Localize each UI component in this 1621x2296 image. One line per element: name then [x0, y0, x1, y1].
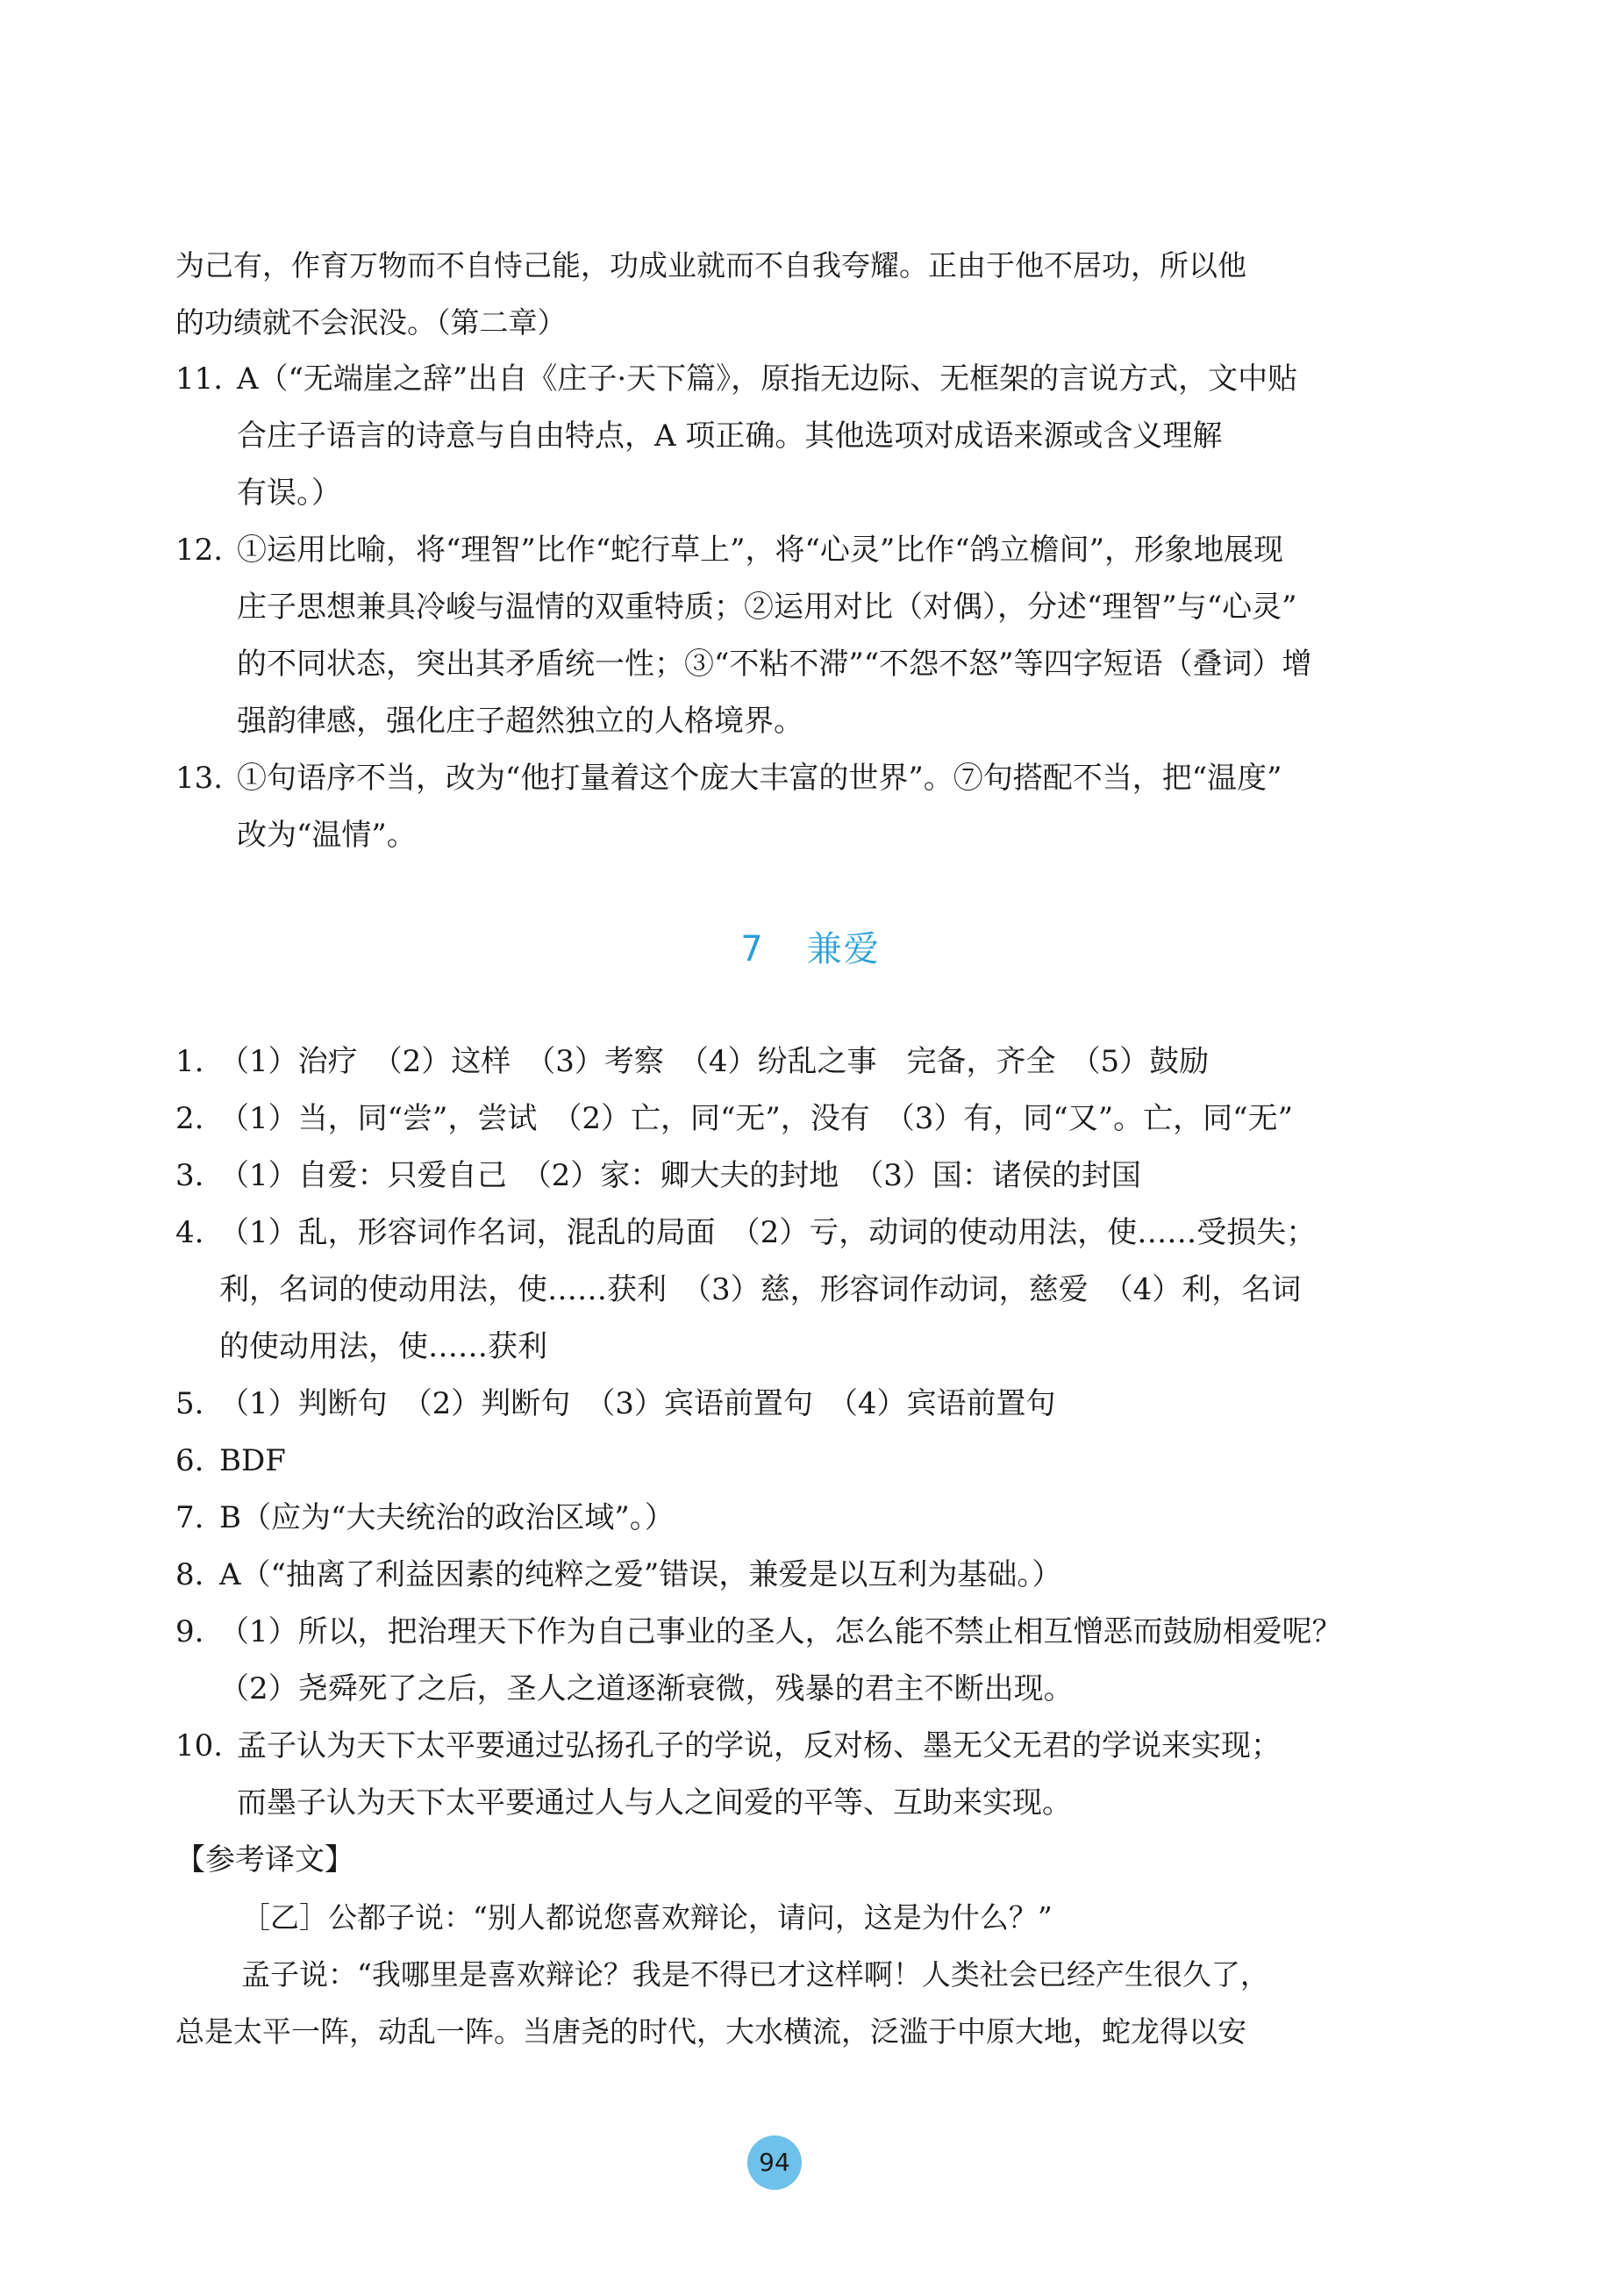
answer-number: 2. — [175, 1101, 204, 1136]
answer-number: 11. — [175, 361, 224, 397]
answer-number: 7. — [175, 1500, 204, 1535]
answer-item-3 — [175, 1148, 1386, 1205]
answer-text: （2）尧舜死了之后，圣人之道逐渐衰微，残暴的君主不断出现。 — [219, 1671, 1074, 1706]
section-title — [0, 921, 1621, 971]
answer-text: BDF — [219, 1443, 286, 1478]
answer-item-8 — [175, 1547, 1386, 1604]
text-line: 为己有，作育万物而不自恃己能，功成业就而不自我夸耀。正由于他不居功，所以他 — [175, 248, 1246, 283]
answer-text: B（应为“大夫统治的政治区域”。） — [219, 1500, 675, 1535]
answer-item-5 — [175, 1376, 1386, 1433]
answer-text: ①运用比喻，将“理智”比作“蛇行草上”，将“心灵”比作“鸽立檐间”，形象地展现 — [237, 533, 1284, 568]
answer-text: 庄子思想兼具冷峻与温情的双重特质；②运用对比（对偶），分述“理智”与“心灵” — [237, 590, 1297, 625]
answer-item-6 — [175, 1433, 1386, 1490]
answer-text: 的不同状态，突出其矛盾统一性；③“不粘不滞”“不怨不怒”等四字短语（叠词）增 — [237, 647, 1312, 682]
answer-number: 6. — [175, 1443, 204, 1478]
answer-item-10 — [175, 1718, 1386, 1832]
answer-text: 改为“温情”。 — [237, 818, 417, 853]
answer-text: （1）治疗 （2）这样 （3）考察 （4）纷乱之事 完备，齐全 （5）鼓励 — [219, 1044, 1210, 1079]
answer-text: （1）判断句 （2）判断句 （3）宾语前置句 （4）宾语前置句 — [219, 1386, 1056, 1421]
answer-text: 而墨子认为天下太平要通过人与人之间爱的平等、互助来实现。 — [237, 1785, 1072, 1820]
answer-list — [175, 1034, 1386, 2060]
reference-translation — [175, 1832, 1386, 2060]
answer-number: 1. — [175, 1044, 204, 1079]
answer-item-1 — [175, 1034, 1386, 1091]
answer-text: 利，名词的使动用法，使……获利 （3）慈，形容词作动词，慈爱 （4）利，名词 — [219, 1272, 1302, 1307]
section-number: 7 — [740, 929, 765, 969]
answer-text: 的使动用法，使……获利 — [219, 1329, 547, 1364]
answer-number: 4. — [175, 1215, 204, 1250]
answer-item-7 — [175, 1490, 1386, 1547]
answer-number: 8. — [175, 1557, 204, 1592]
top-paragraph — [175, 237, 1386, 351]
answer-number: 9. — [175, 1614, 204, 1649]
answer-text: 有误。） — [237, 476, 341, 511]
translation-line: ［乙］公都子说：“别人都说您喜欢辩论，请问，这是为什么？” — [241, 1900, 1053, 1935]
answer-number: 5. — [175, 1386, 204, 1421]
answer-text: 孟子认为天下太平要通过弘扬孔子的学说，反对杨、墨无父无君的学说来实现； — [237, 1728, 1281, 1763]
answer-text: 合庄子语言的诗意与自由特点，A 项正确。其他选项对成语来源或含义理解 — [237, 418, 1223, 454]
page-number: 94 — [747, 2135, 802, 2190]
answer-text: （1）所以，把治理天下作为自己事业的圣人，怎么能不禁止相互憎恶而鼓励相爱呢？ — [219, 1614, 1342, 1649]
answer-item-13 — [175, 750, 1386, 864]
translation-line: 孟子说：“我哪里是喜欢辩论？我是不得已才这样啊！人类社会已经产生很久了， — [241, 1957, 1269, 1992]
answer-text: ①句语序不当，改为“他打量着这个庞大丰富的世界”。⑦句搭配不当，把“温度” — [237, 761, 1282, 796]
answer-item-11 — [175, 351, 1386, 522]
answer-number: 3. — [175, 1158, 204, 1193]
answer-number: 10. — [175, 1728, 224, 1763]
translation-heading: 【参考译文】 — [175, 1842, 354, 1878]
answer-text: A（“抽离了利益因素的纯粹之爱”错误，兼爱是以互利为基础。） — [219, 1557, 1062, 1592]
answer-text: （1）当，同“尝”，尝试 （2）亡，同“无”，没有 （3）有，同“又”。亡，同“无” — [219, 1101, 1293, 1136]
text-line: 的功绩就不会泯没。（第二章） — [175, 305, 567, 340]
answer-item-9 — [175, 1604, 1386, 1718]
answer-text: 强韵律感，强化庄子超然独立的人格境界。 — [237, 704, 803, 739]
answer-item-2 — [175, 1091, 1386, 1148]
answer-text: A（“无端崖之辞”出自《庄子·天下篇》，原指无边际、无框架的言说方式，文中贴 — [237, 361, 1298, 397]
translation-line: 总是太平一阵，动乱一阵。当唐尧的时代，大水横流，泛滥于中原大地，蛇龙得以安 — [175, 2014, 1246, 2049]
answer-list-previous — [175, 351, 1386, 864]
section-name: 兼爱 — [806, 929, 881, 969]
answer-text: （1）乱，形容词作名词，混乱的局面 （2）亏，动词的使动用法，使……受损失； — [219, 1215, 1317, 1250]
answer-item-12 — [175, 522, 1386, 750]
answer-number: 13. — [175, 761, 224, 796]
answer-item-4 — [175, 1205, 1386, 1376]
answer-number: 12. — [175, 533, 224, 568]
answer-text: （1）自爱：只爱自己 （2）家：卿大夫的封地 （3）国：诸侯的封国 — [219, 1158, 1141, 1193]
